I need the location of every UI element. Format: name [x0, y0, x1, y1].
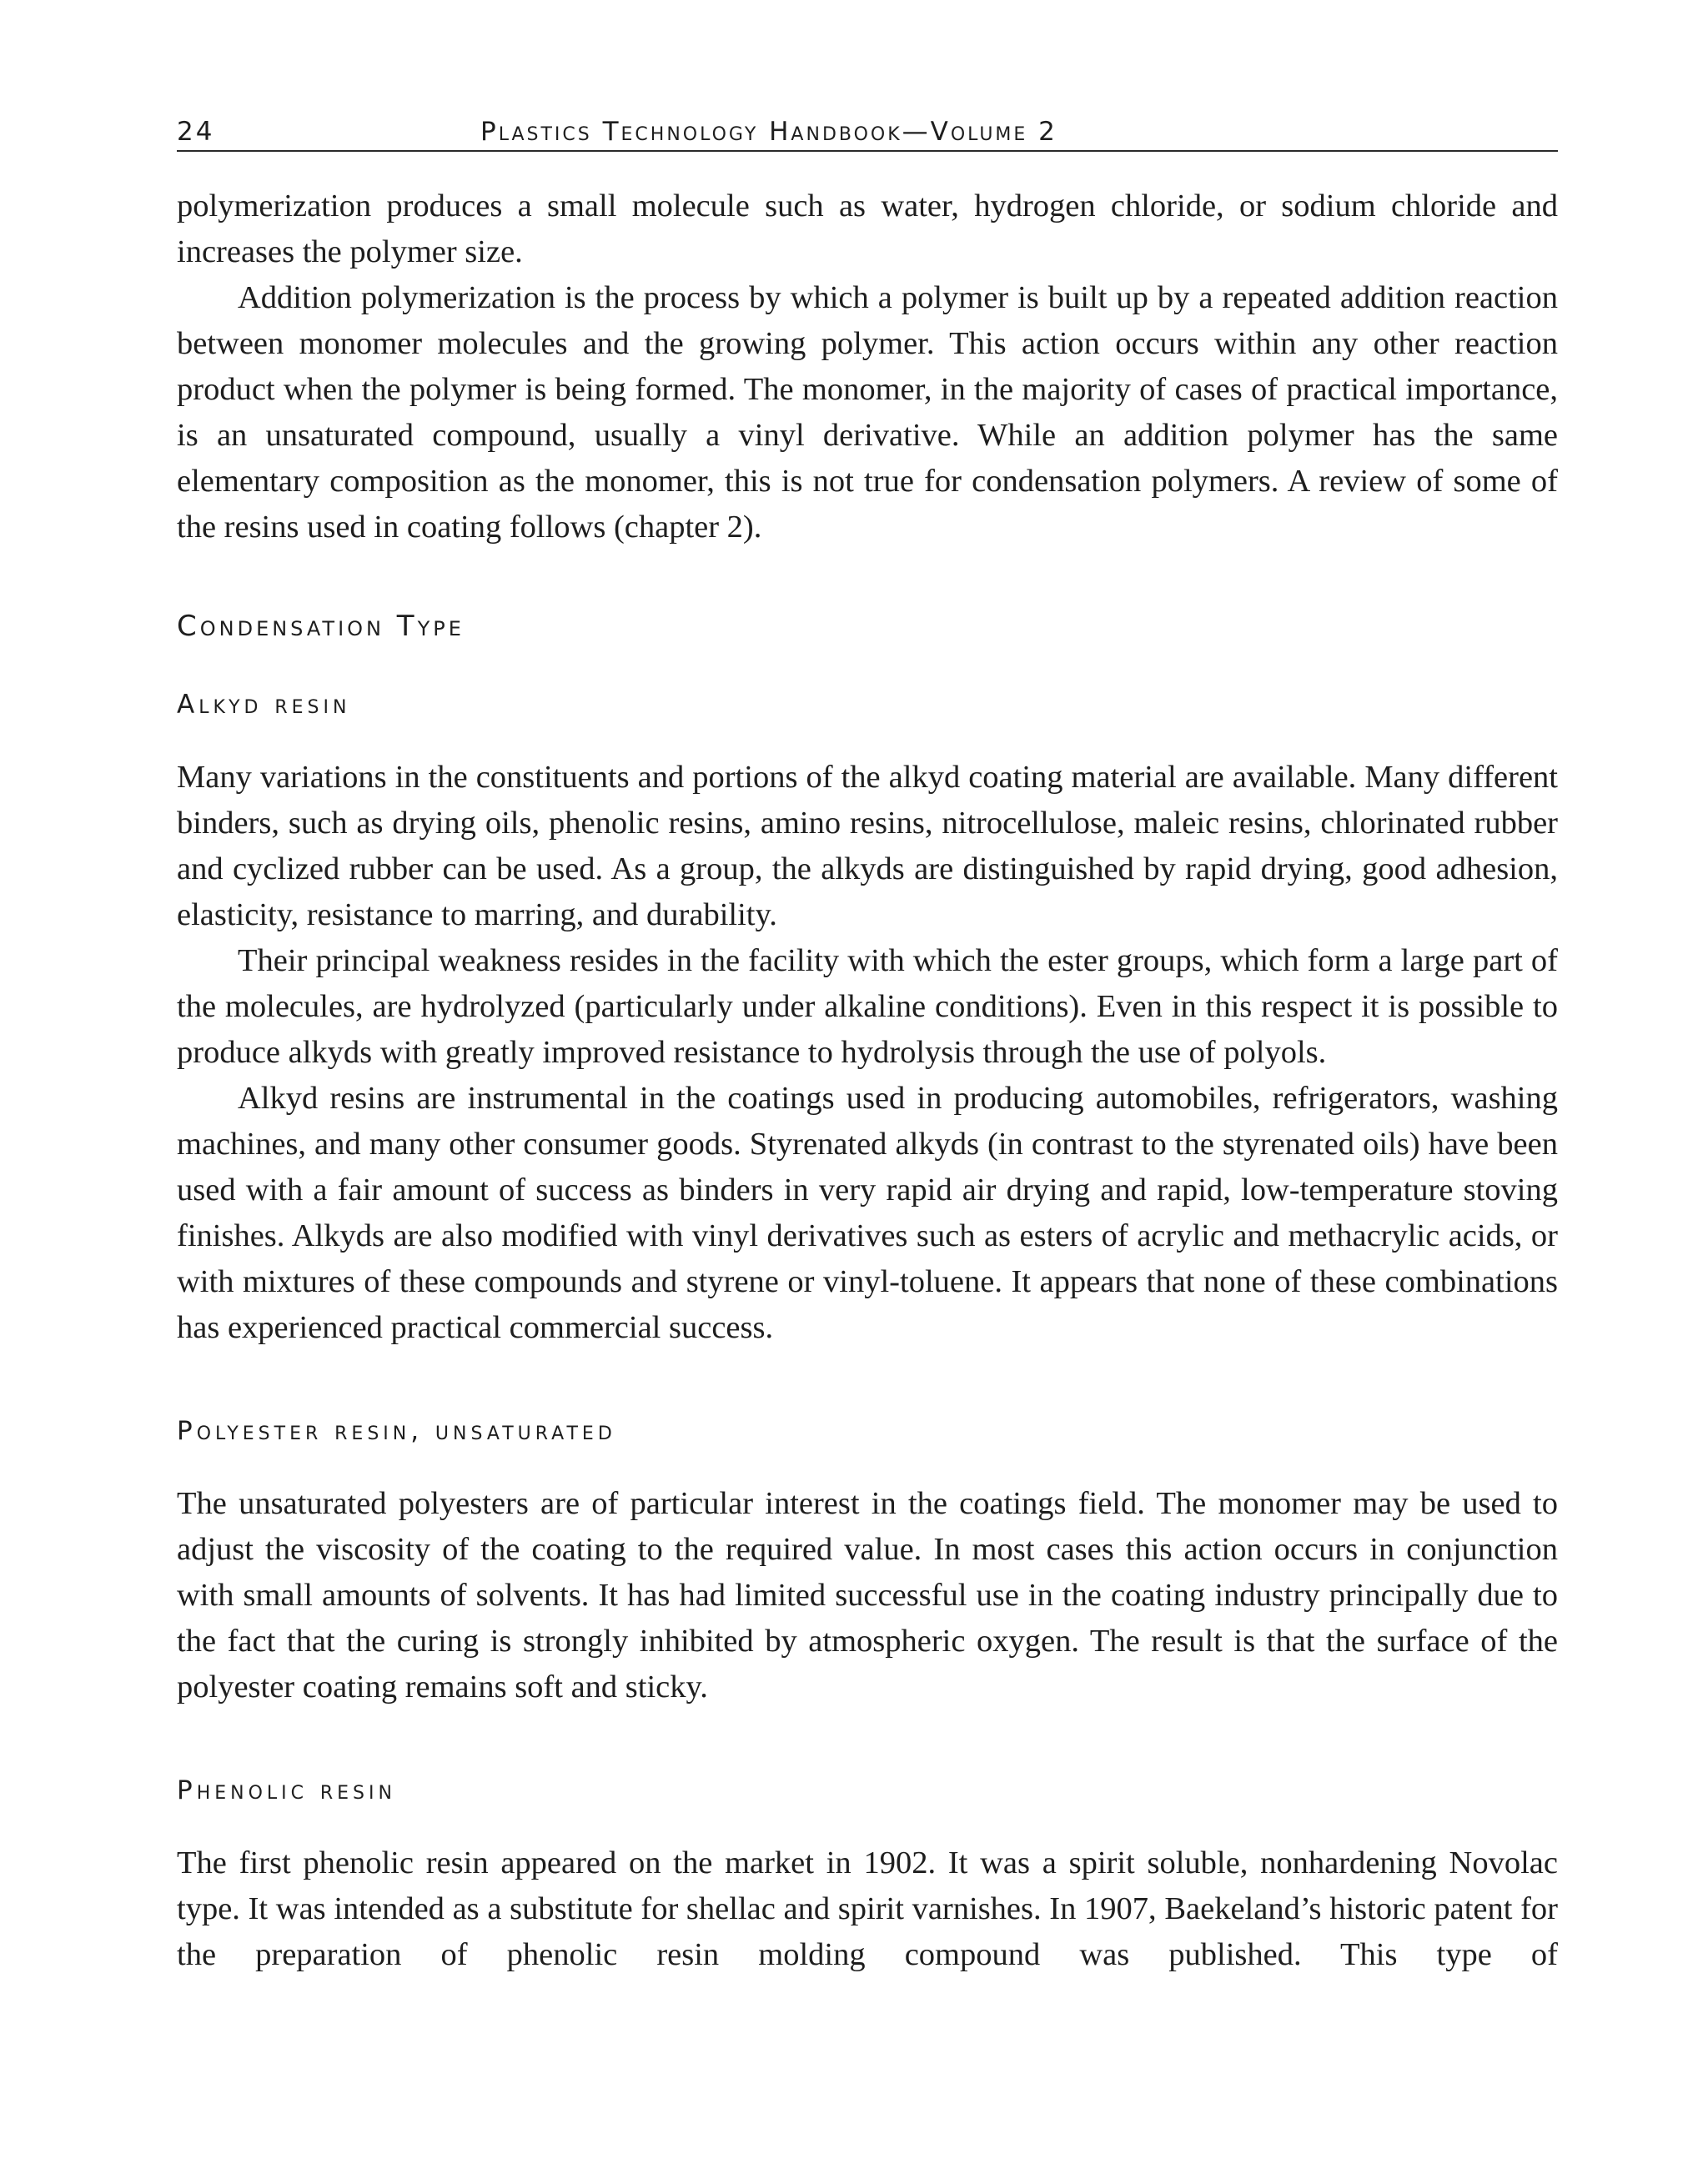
subsection-heading-phenolic: Phenolic resin — [177, 1775, 396, 1805]
paragraph: The first phenolic resin appeared on the market in 1902. It was a spirit soluble, nonhardening Novolac type. It was intended as a substitute for shellac and spirit varnishes. In 1907, Baekeland’s historic patent for the preparation of phenolic resin molding compound was published. This type of — [177, 1845, 1558, 1972]
running-header — [177, 115, 1558, 152]
book-title: Plastics Technology Handbook—Volume 2 — [480, 117, 1057, 147]
paragraph: Addition polymerization is the process by which a polymer is built up by a repeated addition reaction between monomer molecules and the growing polymer. This action occurs within any other reaction product when the polymer is being formed. The monomer, in the majority of cases of practical importance, is an unsaturated compound, usually a vinyl derivative. While an addition polymer has the same elementary composition as the monomer, this is not true for condensation polymers. A review of some of the resins used in coating follows (chapter 2). — [177, 280, 1558, 545]
paragraph: polymerization produces a small molecule such as water, hydrogen chloride, or sodium chloride and increases the polymer size. — [177, 188, 1558, 269]
paragraph: Their principal weakness resides in the facility with which the ester groups, which form a large part of the molecules, are hydrolyzed (particularly under alkaline conditions). Even in this respect it is possible to produce alkyds with greatly improved resistance to hydrolysis through the use of polyols. — [177, 943, 1558, 1070]
section-heading: Condensation Type — [177, 610, 465, 643]
paragraph: Many variations in the constituents and portions of the alkyd coating material are available. Many different binders, such as drying oils, phenolic resins, amino resins, nitrocellulose, maleic resins, chlorinated rubber and cyclized rubber can be used. As a group, the alkyds are distinguished by rapid drying, good adhesion, elasticity, resistance to marring, and durability. — [177, 760, 1558, 932]
page-body — [177, 183, 1558, 1978]
paragraph: The unsaturated polyesters are of particular interest in the coatings field. The monomer may be used to adjust the viscosity of the coating to the required value. In most cases this action occurs in conjunction with small amounts of solvents. It has had limited successful use in the coating industry principally due to the fact that the curing is strongly inhibited by atmospheric oxygen. The result is that the surface of the polyester coating remains soft and sticky. — [177, 1486, 1558, 1705]
subsection-heading-alkyd: Alkyd resin — [177, 690, 351, 720]
page-number: 24 — [177, 117, 215, 147]
paragraph: Alkyd resins are instrumental in the coatings used in producing automobiles, refrigerators, washing machines, and many other consumer goods. Styrenated alkyds (in contrast to the styrenated oils) have been used with a fair amount of success as binders in very rapid air drying and rapid, low-temperature stoving finishes. Alkyds are also modified with vinyl derivatives such as esters of acrylic and methacrylic acids, or with mixtures of these compounds and styrene or vinyl-toluene. It appears that none of these combinations has experienced practical commercial success. — [177, 1081, 1558, 1345]
page — [177, 115, 1558, 1978]
subsection-heading-polyester: Polyester resin, unsaturated — [177, 1416, 616, 1446]
